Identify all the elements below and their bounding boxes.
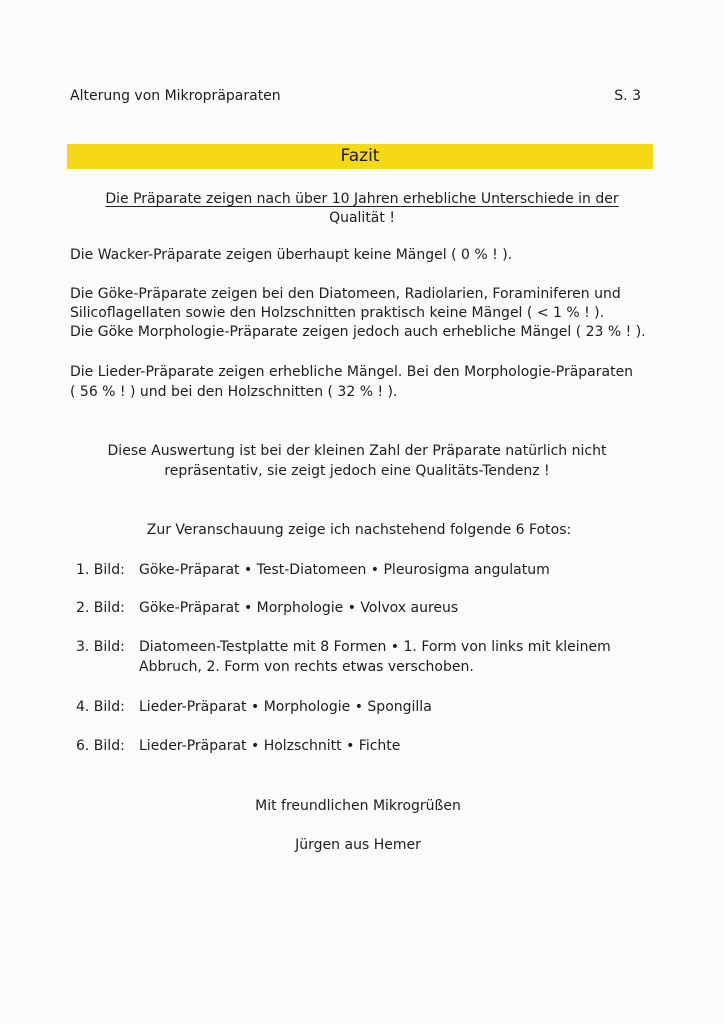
photo-item-1-text: Göke-Präparat • Test-Diatomeen • Pleurosigma angulatum [139, 562, 550, 578]
paragraph-lieder-line-1: Die Lieder-Präparate zeigen erhebliche Mängel. Bei den Morphologie-Präparaten [70, 364, 634, 380]
photos-intro: Zur Veranschauung zeige ich nachstehend folgende 6 Fotos: [146, 522, 572, 538]
fazit-heading-bar [67, 144, 653, 169]
photo-item-3-text: Diatomeen-Testplatte mit 8 Formen • 1. Form von links mit kleinem [139, 639, 611, 655]
evaluation-line-2: repräsentativ, sie zeigt jedoch eine Qualitäts-Tendenz ! [164, 463, 550, 479]
photo-item-6-number: 6. Bild: [76, 738, 125, 754]
photo-item-4-number: 4. Bild: [76, 699, 125, 715]
intro-line-1: Die Präparate zeigen nach über 10 Jahren erhebliche Unterschiede in der [105, 191, 619, 207]
evaluation-line-1: Diese Auswertung ist bei der kleinen Zahl der Präparate natürlich nicht [107, 443, 607, 459]
closing-greeting: Mit freundlichen Mikrogrüßen [255, 798, 461, 814]
paragraph-goeke-line-1: Die Göke-Präparate zeigen bei den Diatomeen, Radiolarien, Foraminiferen und [70, 286, 621, 302]
photo-item-6-text: Lieder-Präparat • Holzschnitt • Fichte [139, 738, 401, 754]
paragraph-goeke-line-3: Die Göke Morphologie-Präparate zeigen jedoch auch erhebliche Mängel ( 23 % ! ). [70, 324, 646, 340]
paragraph-lieder-line-2: ( 56 % ! ) und bei den Holzschnitten ( 32 % ! ). [70, 384, 398, 400]
photo-item-2-text: Göke-Präparat • Morphologie • Volvox aureus [139, 600, 459, 616]
paragraph-wacker: Die Wacker-Präparate zeigen überhaupt keine Mängel ( 0 % ! ). [70, 247, 513, 263]
page-number: S. 3 [614, 88, 641, 104]
signature: Jürgen aus Hemer [295, 837, 421, 853]
fazit-heading: Fazit [340, 146, 380, 166]
photo-item-2-number: 2. Bild: [76, 600, 125, 616]
intro-line-2: Qualität ! [329, 210, 395, 226]
photo-item-1-number: 1. Bild: [76, 562, 125, 578]
document-title: Alterung von Mikropräparaten [70, 88, 281, 104]
photo-item-4-text: Lieder-Präparat • Morphologie • Spongilla [139, 699, 432, 715]
paragraph-goeke-line-2: Silicoflagellaten sowie den Holzschnitten praktisch keine Mängel ( < 1 % ! ). [70, 305, 605, 321]
photo-item-3-text-line-2: Abbruch, 2. Form von rechts etwas verschoben. [139, 659, 474, 675]
photo-item-3-number: 3. Bild: [76, 639, 125, 655]
